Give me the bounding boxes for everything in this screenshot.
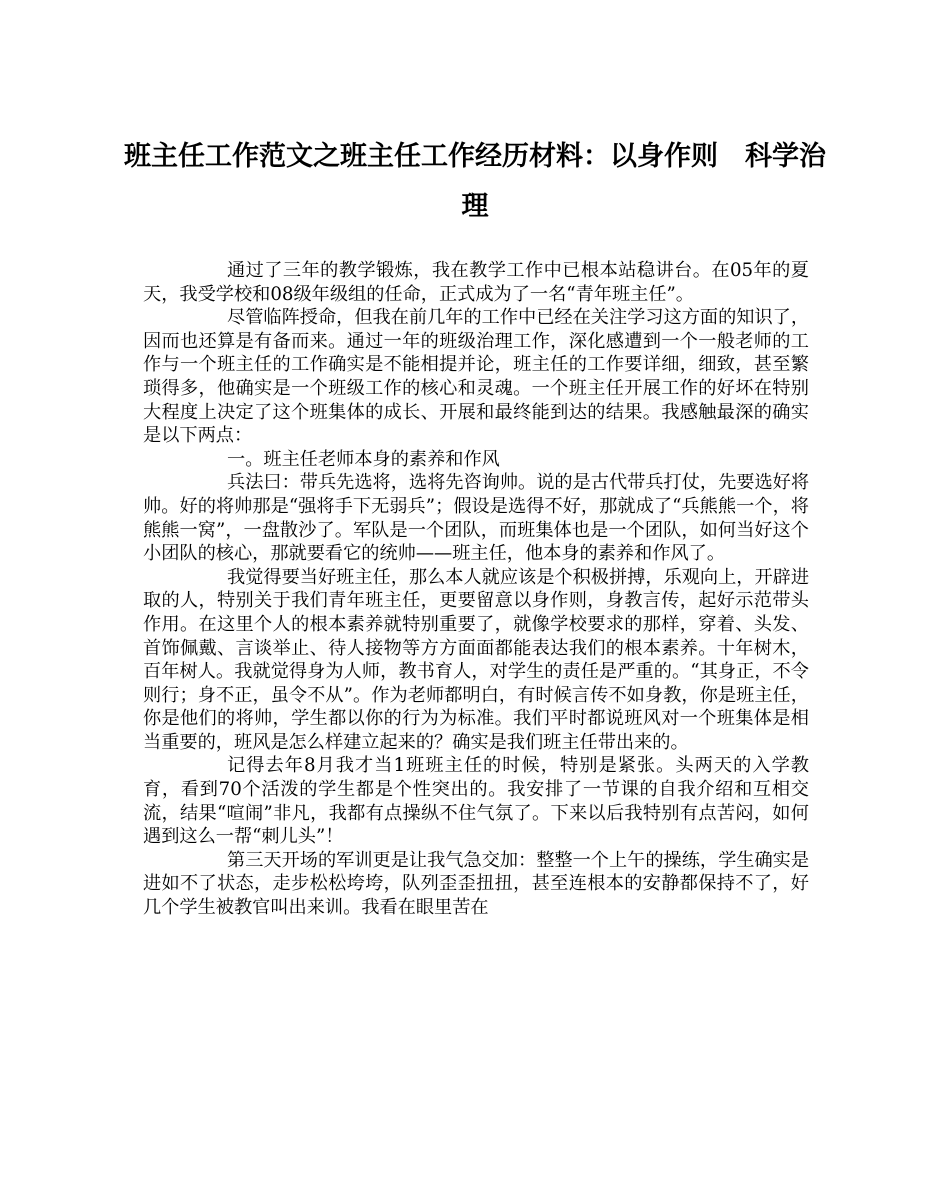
- paragraph: 我觉得要当好班主任，那么本人就应该是个积极拼搏，乐观向上，开辟进取的人，特别关于我们青年班主任，更要留意以身作则，身教言传，起好示范带头作用。在这里个人的根本素养就特别重要了，就像学校要求的那样，穿着、头发、首饰佩戴、言谈举止、待人接物等方方面面都能表达我们的根本素养。十年树木，百年树人。我就觉得身为人师，教书育人，对学生的责任是严重的。“其身正，不令则行；身不正，虽令不从”。作为老师都明白，有时候言传不如身教，你是班主任，你是他们的将帅，学生都以你的行为为标准。我们平时都说班风对一个班集体是相当重要的，班风是怎么样建立起来的？确实是我们班主任带出来的。: [143, 566, 810, 753]
- document-title: 班主任工作范文之班主任工作经历材料：以身作则 科学治理: [124, 141, 826, 222]
- paragraph: 通过了三年的教学锻炼，我在教学工作中已根本站稳讲台。在05年的夏天，我受学校和08级年级组的任命，正式成为了一名“青年班主任”。: [143, 260, 809, 305]
- paragraph: 尽管临阵授命，但我在前几年的工作中已经在关注学习这方面的知识了，因而也还算是有备而来。通过一年的班级治理工作，深化感遭到一个一般老师的工作与一个班主任的工作确实是不能相提并论，班主任的工作要详细，细致，甚至繁琐得多，他确实是一个班级工作的核心和灵魂。一个班主任开展工作的好坏在特别大程度上决定了这个班集体的成长、开展和最终能到达的结果。我感触最深的确实是以下两点：: [143, 307, 810, 447]
- document-body: [143, 259, 809, 920]
- paragraph: 兵法曰：带兵先选将，选将先咨询帅。说的是古代带兵打仗，先要选好将帅。好的将帅那是“强将手下无弱兵”；假设是选得不好，那就成了“兵熊熊一个，将熊熊一窝”，一盘散沙了。军队是一个团队，而班集体也是一个团队，如何当好这个小团队的核心，那就要看它的统帅——班主任，他本身的素养和作风了。: [143, 472, 810, 565]
- paragraph: 第三天开场的军训更是让我气急交加：整整一个上午的操练，学生确实是进如不了状态，走步松松垮垮，队列歪歪扭扭，甚至连根本的安静都保持不了，好几个学生被教官叫出来训。我看在眼里苦在: [143, 849, 810, 919]
- paragraph: 记得去年8月我才当1班班主任的时候，特别是紧张。头两天的入学教育，看到70个活泼的学生都是个性突出的。我安排了一节课的自我介绍和互相交流，结果“喧闹”非凡，我都有点操纵不住气氛了。下来以后我特别有点苦闷，如何遇到这么一帮“刺儿头”！: [143, 755, 809, 848]
- section-heading: 一。班主任老师本身的素养和作风: [227, 448, 500, 470]
